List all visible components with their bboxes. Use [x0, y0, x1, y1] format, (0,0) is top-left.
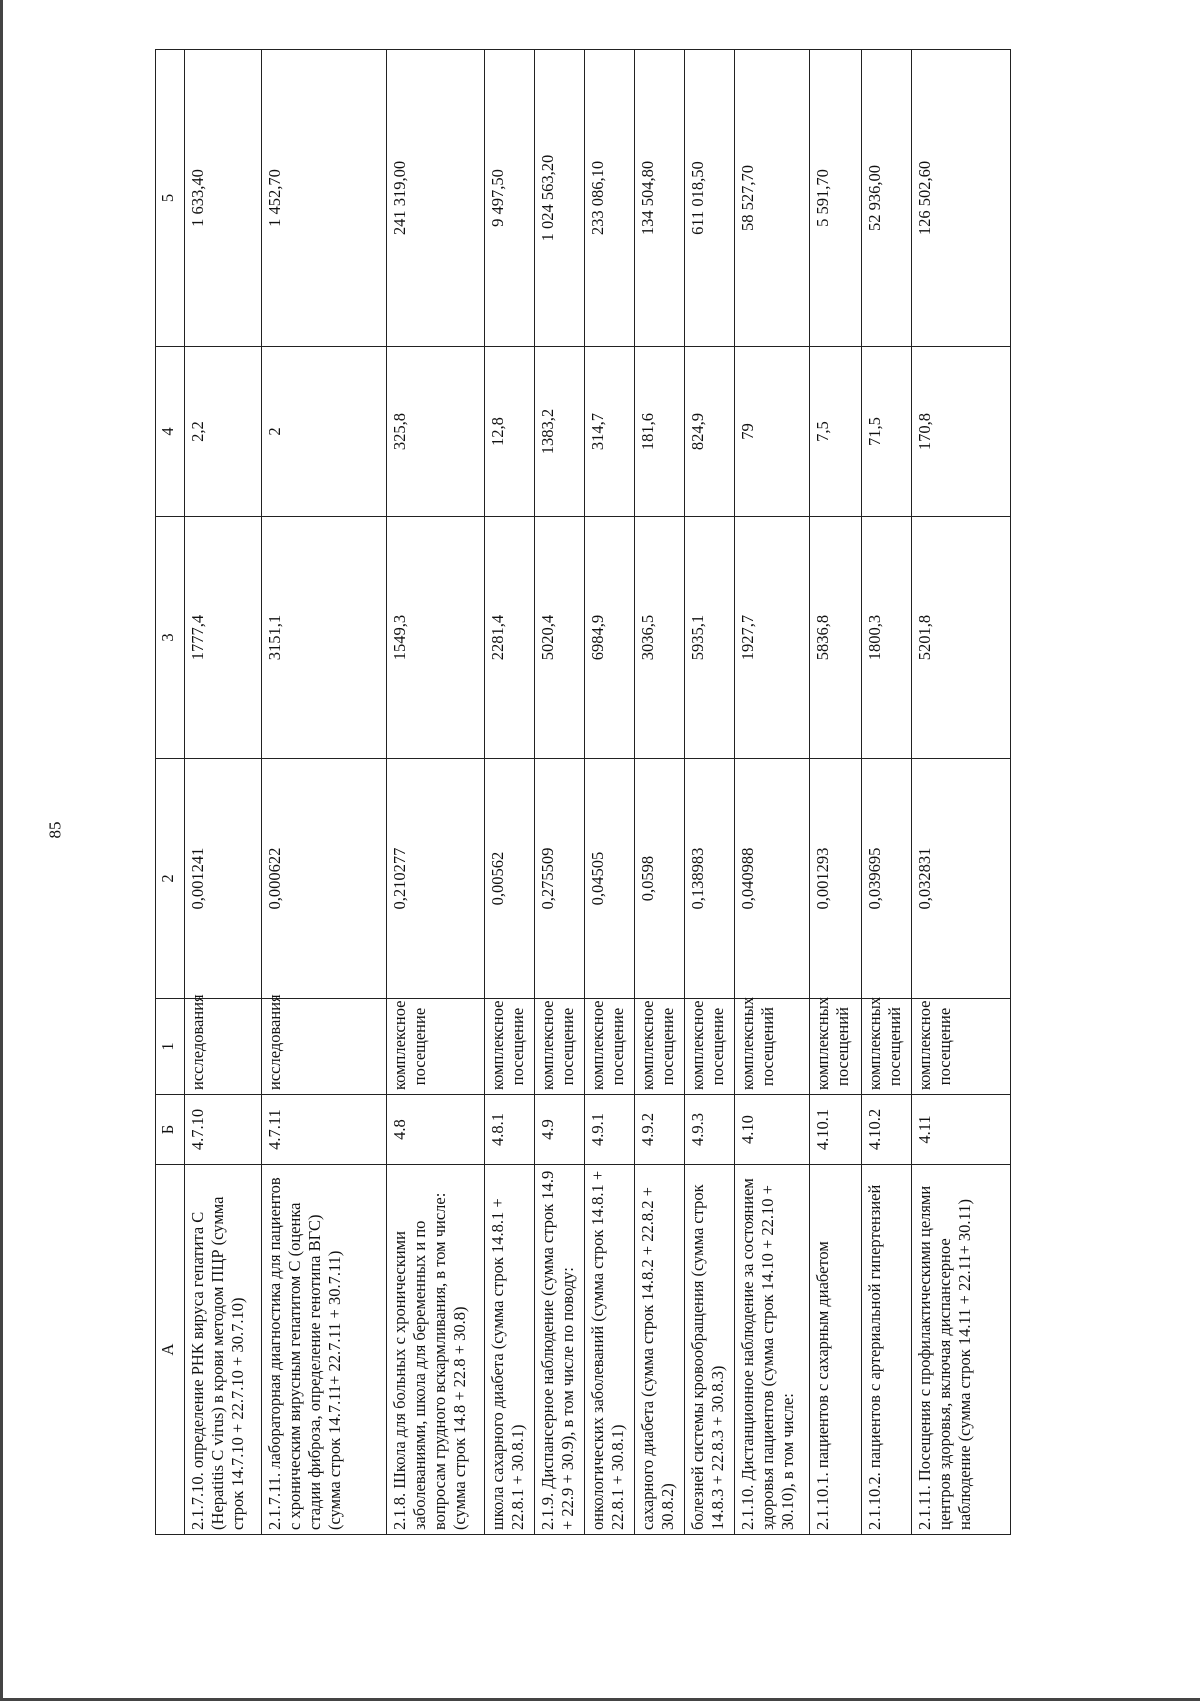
cell-col-5: 5 591,70	[810, 50, 862, 347]
table-row	[735, 50, 810, 1535]
cell-col-3: 2281,4	[485, 517, 535, 759]
cell-col-5: 1 452,70	[262, 50, 387, 347]
cell-col-5: 52 936,00	[862, 50, 912, 347]
table-row	[862, 50, 912, 1535]
cell-row-code: 4.7.10	[185, 1095, 262, 1165]
cell-row-code: 4.10.2	[862, 1095, 912, 1165]
cell-col-4: 824,9	[685, 347, 735, 517]
cell-col-3: 5020,4	[535, 517, 585, 759]
header-cell-5: 5	[156, 50, 185, 347]
rotated-table-container	[155, 50, 1155, 1535]
cell-col-4: 325,8	[387, 347, 485, 517]
cell-col-2: 0,000622	[262, 759, 387, 999]
cell-col-5: 241 319,00	[387, 50, 485, 347]
page-number: 85	[45, 821, 65, 839]
cell-unit: комплексных посещений	[862, 999, 912, 1095]
cell-col-4: 181,6	[635, 347, 685, 517]
header-cell-a: А	[156, 1165, 185, 1535]
cell-row-code: 4.8.1	[485, 1095, 535, 1165]
data-table	[155, 49, 1011, 1535]
cell-unit: комплексное посещение	[912, 999, 1011, 1095]
cell-col-4: 170,8	[912, 347, 1011, 517]
cell-row-code: 4.10	[735, 1095, 810, 1165]
cell-row-code: 4.11	[912, 1095, 1011, 1165]
cell-indicator: 2.1.10.2. пациентов с артериальной гипертензией	[862, 1165, 912, 1535]
cell-unit: комплексное посещение	[535, 999, 585, 1095]
cell-unit: комплексное посещение	[635, 999, 685, 1095]
cell-unit: комплексное посещение	[485, 999, 535, 1095]
cell-col-3: 1927,7	[735, 517, 810, 759]
cell-col-4: 1383,2	[535, 347, 585, 517]
table-row	[485, 50, 535, 1535]
cell-col-3: 5836,8	[810, 517, 862, 759]
cell-row-code: 4.9	[535, 1095, 585, 1165]
header-cell-2: 2	[156, 759, 185, 999]
cell-col-4: 314,7	[585, 347, 635, 517]
cell-col-2: 0,210277	[387, 759, 485, 999]
header-cell-4: 4	[156, 347, 185, 517]
cell-col-5: 134 504,80	[635, 50, 685, 347]
cell-col-5: 126 502,60	[912, 50, 1011, 347]
cell-col-2: 0,04505	[585, 759, 635, 999]
cell-col-5: 1 633,40	[185, 50, 262, 347]
cell-col-2: 0,001293	[810, 759, 862, 999]
table-row	[535, 50, 585, 1535]
cell-col-3: 3036,5	[635, 517, 685, 759]
cell-unit: комплексное посещение	[387, 999, 485, 1095]
cell-col-2: 0,032831	[912, 759, 1011, 999]
cell-row-code: 4.9.3	[685, 1095, 735, 1165]
table-row	[585, 50, 635, 1535]
cell-col-2: 0,040988	[735, 759, 810, 999]
cell-row-code: 4.9.2	[635, 1095, 685, 1165]
cell-col-3: 6984,9	[585, 517, 635, 759]
cell-col-4: 2,2	[185, 347, 262, 517]
header-cell-b: Б	[156, 1095, 185, 1165]
cell-indicator: 2.1.7.10. определение РНК вируса гепатита С (Hepatitis C virus) в крови методом ПЦР (сумма строк 14.7.10 + 22.7.10 + 30.7.10)	[185, 1165, 262, 1535]
cell-col-5: 233 086,10	[585, 50, 635, 347]
table-row	[262, 50, 387, 1535]
cell-col-3: 1800,3	[862, 517, 912, 759]
cell-col-5: 9 497,50	[485, 50, 535, 347]
cell-col-2: 0,001241	[185, 759, 262, 999]
cell-col-5: 58 527,70	[735, 50, 810, 347]
cell-unit: исследования	[185, 999, 262, 1095]
cell-indicator: школа сахарного диабета (сумма строк 14.8.1 + 22.8.1 + 30.8.1)	[485, 1165, 535, 1535]
cell-col-4: 2	[262, 347, 387, 517]
cell-indicator: 2.1.9. Диспансерное наблюдение (сумма строк 14.9 + 22.9 + 30.9), в том числе по поводу:	[535, 1165, 585, 1535]
cell-indicator: болезней системы кровообращения (сумма строк 14.8.3 + 22.8.3 + 30.8.3)	[685, 1165, 735, 1535]
cell-indicator: 2.1.7.11. лабораторная диагностика для пациентов с хроническим вирусным гепатитом С (оценка стадии фиброза, определение генотипа ВГС) (сумма строк 14.7.11+ 22.7.11 + 30.7.11)	[262, 1165, 387, 1535]
cell-indicator: 2.1.10. Дистанционное наблюдение за состоянием здоровья пациентов (сумма строк 14.10 + 22.10 + 30.10), в том числе:	[735, 1165, 810, 1535]
cell-unit: комплексное посещение	[585, 999, 635, 1095]
cell-indicator: 2.1.8. Школа для больных с хроническими заболеваниями, школа для беременных и по вопросам грудного вскармливания, в том числе: (сумма строк 14.8 + 22.8 + 30.8)	[387, 1165, 485, 1535]
cell-indicator: 2.1.10.1. пациентов с сахарным диабетом	[810, 1165, 862, 1535]
cell-col-5: 1 024 563,20	[535, 50, 585, 347]
cell-row-code: 4.8	[387, 1095, 485, 1165]
cell-col-5: 611 018,50	[685, 50, 735, 347]
table-row	[185, 50, 262, 1535]
cell-col-4: 7,5	[810, 347, 862, 517]
cell-unit: комплексное посещение	[685, 999, 735, 1095]
cell-indicator: 2.1.11. Посещения с профилактическими целями центров здоровья, включая диспансерное наблюдение (сумма строк 14.11 + 22.11+ 30.11)	[912, 1165, 1011, 1535]
cell-row-code: 4.7.11	[262, 1095, 387, 1165]
cell-col-2: 0,138983	[685, 759, 735, 999]
cell-indicator: онкологических заболеваний (сумма строк 14.8.1 + 22.8.1 + 30.8.1)	[585, 1165, 635, 1535]
cell-col-3: 5201,8	[912, 517, 1011, 759]
cell-col-4: 12,8	[485, 347, 535, 517]
cell-unit: комплексных посещений	[735, 999, 810, 1095]
cell-col-2: 0,039695	[862, 759, 912, 999]
cell-row-code: 4.10.1	[810, 1095, 862, 1165]
table-header-row	[156, 50, 185, 1535]
table-row	[810, 50, 862, 1535]
header-cell-3: 3	[156, 517, 185, 759]
cell-col-3: 3151,1	[262, 517, 387, 759]
cell-unit: исследования	[262, 999, 387, 1095]
scan-edge-left	[0, 0, 3, 1701]
header-cell-1: 1	[156, 999, 185, 1095]
cell-indicator: сахарного диабета (сумма строк 14.8.2 + 22.8.2 + 30.8.2)	[635, 1165, 685, 1535]
table-row	[387, 50, 485, 1535]
cell-col-3: 1777,4	[185, 517, 262, 759]
cell-col-4: 79	[735, 347, 810, 517]
cell-unit: комплексных посещений	[810, 999, 862, 1095]
cell-col-3: 5935,1	[685, 517, 735, 759]
cell-col-3: 1549,3	[387, 517, 485, 759]
cell-row-code: 4.9.1	[585, 1095, 635, 1165]
table-row	[912, 50, 1011, 1535]
cell-col-2: 0,00562	[485, 759, 535, 999]
table-row	[685, 50, 735, 1535]
table-row	[635, 50, 685, 1535]
cell-col-2: 0,0598	[635, 759, 685, 999]
cell-col-4: 71,5	[862, 347, 912, 517]
cell-col-2: 0,275509	[535, 759, 585, 999]
